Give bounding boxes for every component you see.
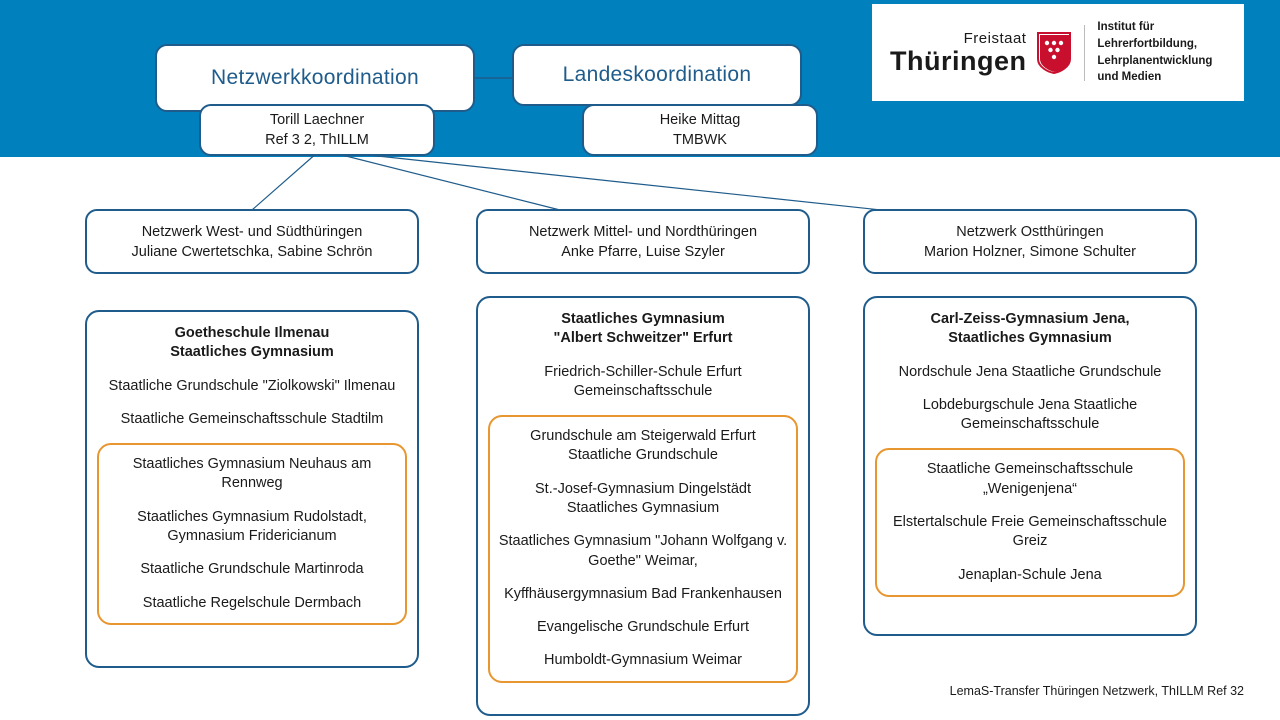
logo-thueringen-text: Thüringen: [890, 45, 1027, 76]
list-item: St.-Josef-Gymnasium Dingelstädt Staatliches Gymnasium: [535, 480, 751, 516]
landeskoordination-person-role: TMBWK: [673, 132, 727, 148]
highlighted-school-group-3: [875, 448, 1185, 596]
logo-institute-line1: Institut für Lehrerfortbildung,: [1097, 21, 1198, 50]
column-2-heading-line1: Staatliches Gymnasium: [561, 311, 725, 327]
logo-wordmark: [890, 31, 1026, 75]
node-network-mittel-nord[interactable]: [476, 209, 810, 274]
thuringia-crest-icon: [1036, 31, 1072, 75]
list-item: Humboldt-Gymnasium Weimar: [544, 652, 742, 669]
network-ost-name: Netzwerk Ostthüringen: [956, 223, 1104, 240]
column-3-heading: [875, 310, 1185, 349]
footer-caption: LemaS-Transfer Thüringen Netzwerk, ThILLM Ref 32: [949, 684, 1244, 698]
list-item: Grundschule am Steigerwald Erfurt Staatliche Grundschule: [530, 428, 756, 464]
landeskoordination-person-name: Heike Mittag: [659, 112, 741, 128]
highlighted-school-group-1: [97, 443, 407, 625]
school-column-west-sued: [85, 310, 419, 668]
column-3-heading-line1: Carl-Zeiss-Gymnasium Jena,: [930, 311, 1130, 327]
node-netzwerkkoordination[interactable]: [155, 44, 475, 112]
logo-institute-line2: Lehrplanentwicklung: [1097, 54, 1213, 67]
node-landeskoordination-person[interactable]: [582, 104, 818, 156]
highlighted-school-group-2: [488, 415, 798, 683]
logo-institute-line3: und Medien: [1097, 71, 1162, 84]
list-item: Friedrich-Schiller-Schule Erfurt Gemeinschaftsschule: [544, 363, 742, 399]
network-ost-people: Marion Holzner, Simone Schulter: [924, 243, 1136, 260]
column-2-heading-line2: "Albert Schweitzer" Erfurt: [553, 330, 733, 347]
netzwerkkoordination-title: Netzwerkkoordination: [211, 66, 419, 89]
node-network-ost[interactable]: [863, 209, 1197, 274]
school-column-ost: [863, 296, 1197, 636]
network-mittel-nord-people: Anke Pfarre, Luise Szyler: [561, 243, 725, 260]
list-item: Staatliche Grundschule "Ziolkowski" Ilmenau: [108, 377, 396, 394]
column-3-heading-line2: Staatliches Gymnasium: [948, 330, 1112, 347]
list-item: Staatliche Regelschule Dermbach: [142, 594, 362, 611]
network-west-sued-people: Juliane Cwertetschka, Sabine Schrön: [131, 243, 373, 260]
list-item: Nordschule Jena Staatliche Grundschule: [898, 363, 1162, 380]
list-item: Staatliche Grundschule Martinroda: [140, 561, 364, 578]
list-item: Staatliches Gymnasium Neuhaus am Rennweg: [132, 456, 372, 492]
column-2-heading: [488, 310, 798, 349]
netzwerkkoordination-person-name: Torill Laechner: [269, 112, 365, 128]
column-1-heading-line1: Goetheschule Ilmenau: [174, 325, 330, 341]
landeskoordination-title: Landeskoordination: [562, 63, 752, 86]
column-1-heading-line2: Staatliches Gymnasium: [170, 344, 334, 361]
school-column-mittel-nord: [476, 296, 810, 716]
list-item: Staatliches Gymnasium Rudolstadt, Gymnasium Fridericianum: [137, 508, 367, 544]
list-item: Elstertalschule Freie Gemeinschaftsschule Greiz: [892, 513, 1167, 550]
node-network-west-sued[interactable]: [85, 209, 419, 274]
node-landeskoordination[interactable]: [512, 44, 802, 106]
logo-freistaat-text: Freistaat: [963, 29, 1027, 47]
thillm-logo: [872, 4, 1244, 101]
logo-divider: [1084, 25, 1085, 81]
list-item: Kyffhäusergymnasium Bad Frankenhausen: [504, 585, 782, 602]
list-item: Staatliches Gymnasium "Johann Wolfgang v. Goethe" Weimar,: [498, 533, 788, 569]
node-netzwerkkoordination-person[interactable]: [199, 104, 435, 156]
column-1-heading: [97, 324, 407, 363]
list-item: Staatliche Gemeinschaftsschule „Wenigenjena“: [926, 461, 1134, 497]
list-item: Staatliche Gemeinschaftsschule Stadtilm: [120, 410, 384, 427]
list-item: Evangelische Grundschule Erfurt: [537, 619, 749, 636]
list-item: Lobdeburgschule Jena Staatliche Gemeinschaftsschule: [922, 396, 1138, 433]
list-item: Jenaplan-Schule Jena: [958, 566, 1102, 583]
network-mittel-nord-name: Netzwerk Mittel- und Nordthüringen: [528, 223, 758, 240]
logo-institute-text: [1097, 19, 1244, 86]
netzwerkkoordination-person-role: Ref 3 2, ThILLM: [265, 132, 369, 148]
network-west-sued-name: Netzwerk West- und Südthüringen: [141, 223, 363, 240]
